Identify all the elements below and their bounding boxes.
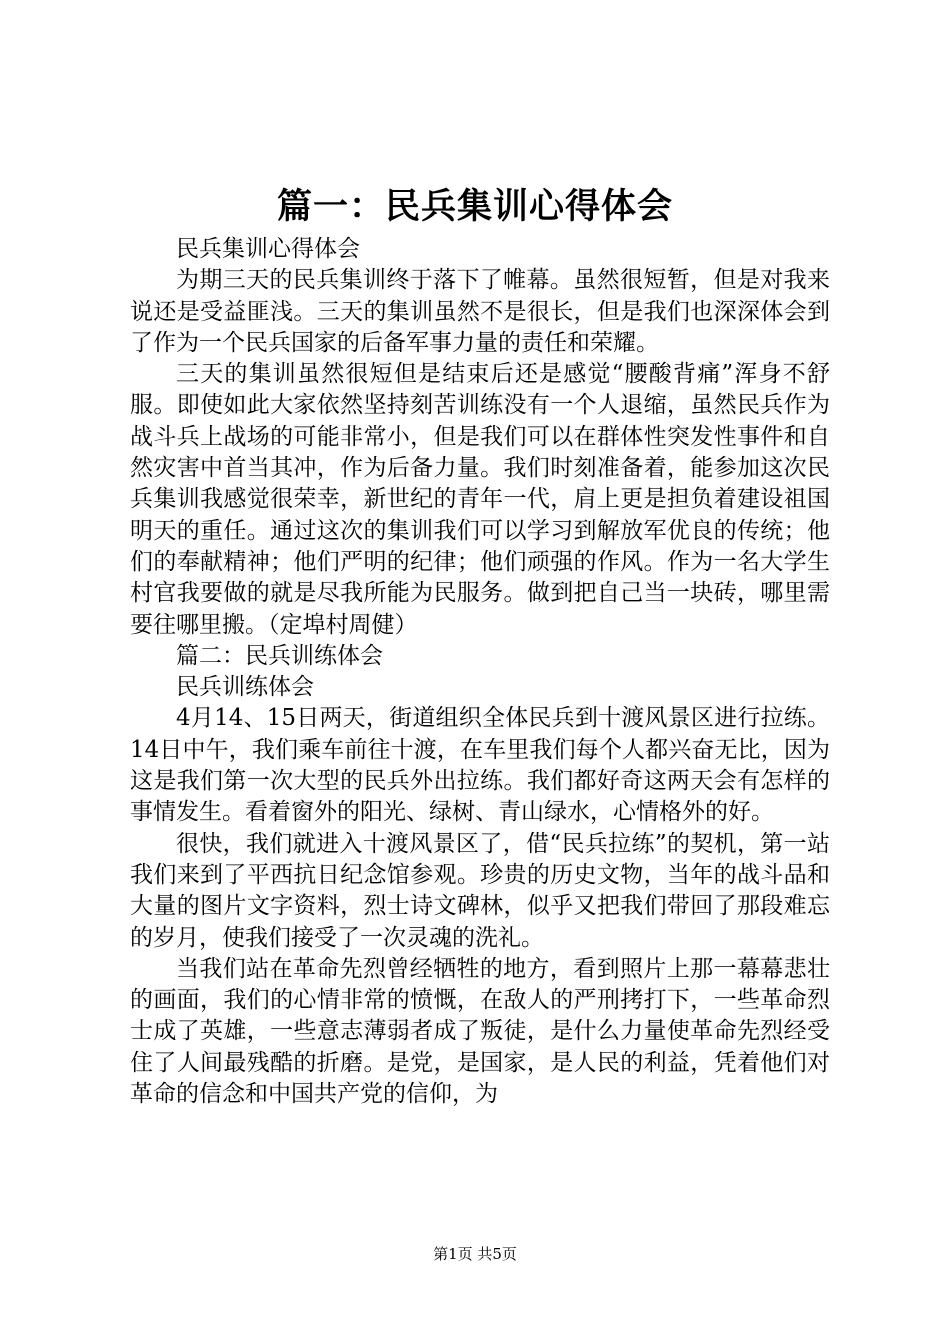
paragraph: 当我们站在革命先烈曾经牺牲的地方，看到照片上那一幕幕悲壮的画面，我们的心情非常的愤慨，在敌人的严刑拷打下，一些革命烈士成了英雄，一些意志薄弱者成了叛徒，是什么力量使革命先烈经受住了人间最残酷的折磨。是党，是国家，是人民的利益，凭着他们对革命的信念和中国共产党的信仰，为: [130, 955, 830, 1108]
section-heading-2: 篇二：民兵训练体会: [176, 642, 383, 669]
paragraph: 为期三天的民兵集训终于落下了帷幕。虽然很短暂，但是对我来说还是受益匪浅。三天的集训虽然不是很长，但是我们也深深体会到了作为一个民兵国家的后备军事力量的责任和荣耀。: [130, 267, 830, 356]
document-body: [130, 234, 830, 1110]
paragraph: 三天的集训虽然很短但是结束后还是感觉“腰酸背痛”浑身不舒服。即使如此大家依然坚持刻苦训练没有一个人退缩，虽然民兵作为战斗兵上战场的可能非常小，但是我们可以在群体性突发性事件和自然灾害中首当其冲，作为后备力量。我们时刻准备着，能参加这次民兵集训我感觉很荣幸，新世纪的青年一代，肩上更是担负着建设祖国明天的重任。通过这次的集训我们可以学习到解放军优良的传统；他们的奉献精神；他们严明的纪律；他们顽强的作风。作为一名大学生村官我要做的就是尽我所能为民服务。做到把自己当一块砖，哪里需要往哪里搬。（定埠村周健）: [130, 361, 830, 638]
paragraph-subtitle-2: 民兵训练体会: [176, 674, 314, 701]
paragraph-subtitle-1: 民兵集训心得体会: [176, 236, 360, 262]
paragraph: 4月14、15日两天，街道组织全体民兵到十渡风景区进行拉练。14日中午，我们乘车前往十渡，在车里我们每个人都兴奋无比，因为这是我们第一次大型的民兵外出拉练。我们都好奇这两天会有怎样的事情发生。看着窗外的阳光、绿树、青山绿水，心情格外的好。: [130, 705, 830, 826]
page-footer: 第1页 共5页: [433, 1245, 517, 1263]
paragraph: 很快，我们就进入十渡风景区了，借“民兵拉练”的契机，第一站我们来到了平西抗日纪念馆参观。珍贵的历史文物，当年的战斗品和大量的图片文字资料，烈士诗文碑林，似乎又把我们带回了那段难忘的岁月，使我们接受了一次灵魂的洗礼。: [130, 830, 830, 951]
document-title: 篇一：民兵集训心得体会: [276, 186, 673, 227]
